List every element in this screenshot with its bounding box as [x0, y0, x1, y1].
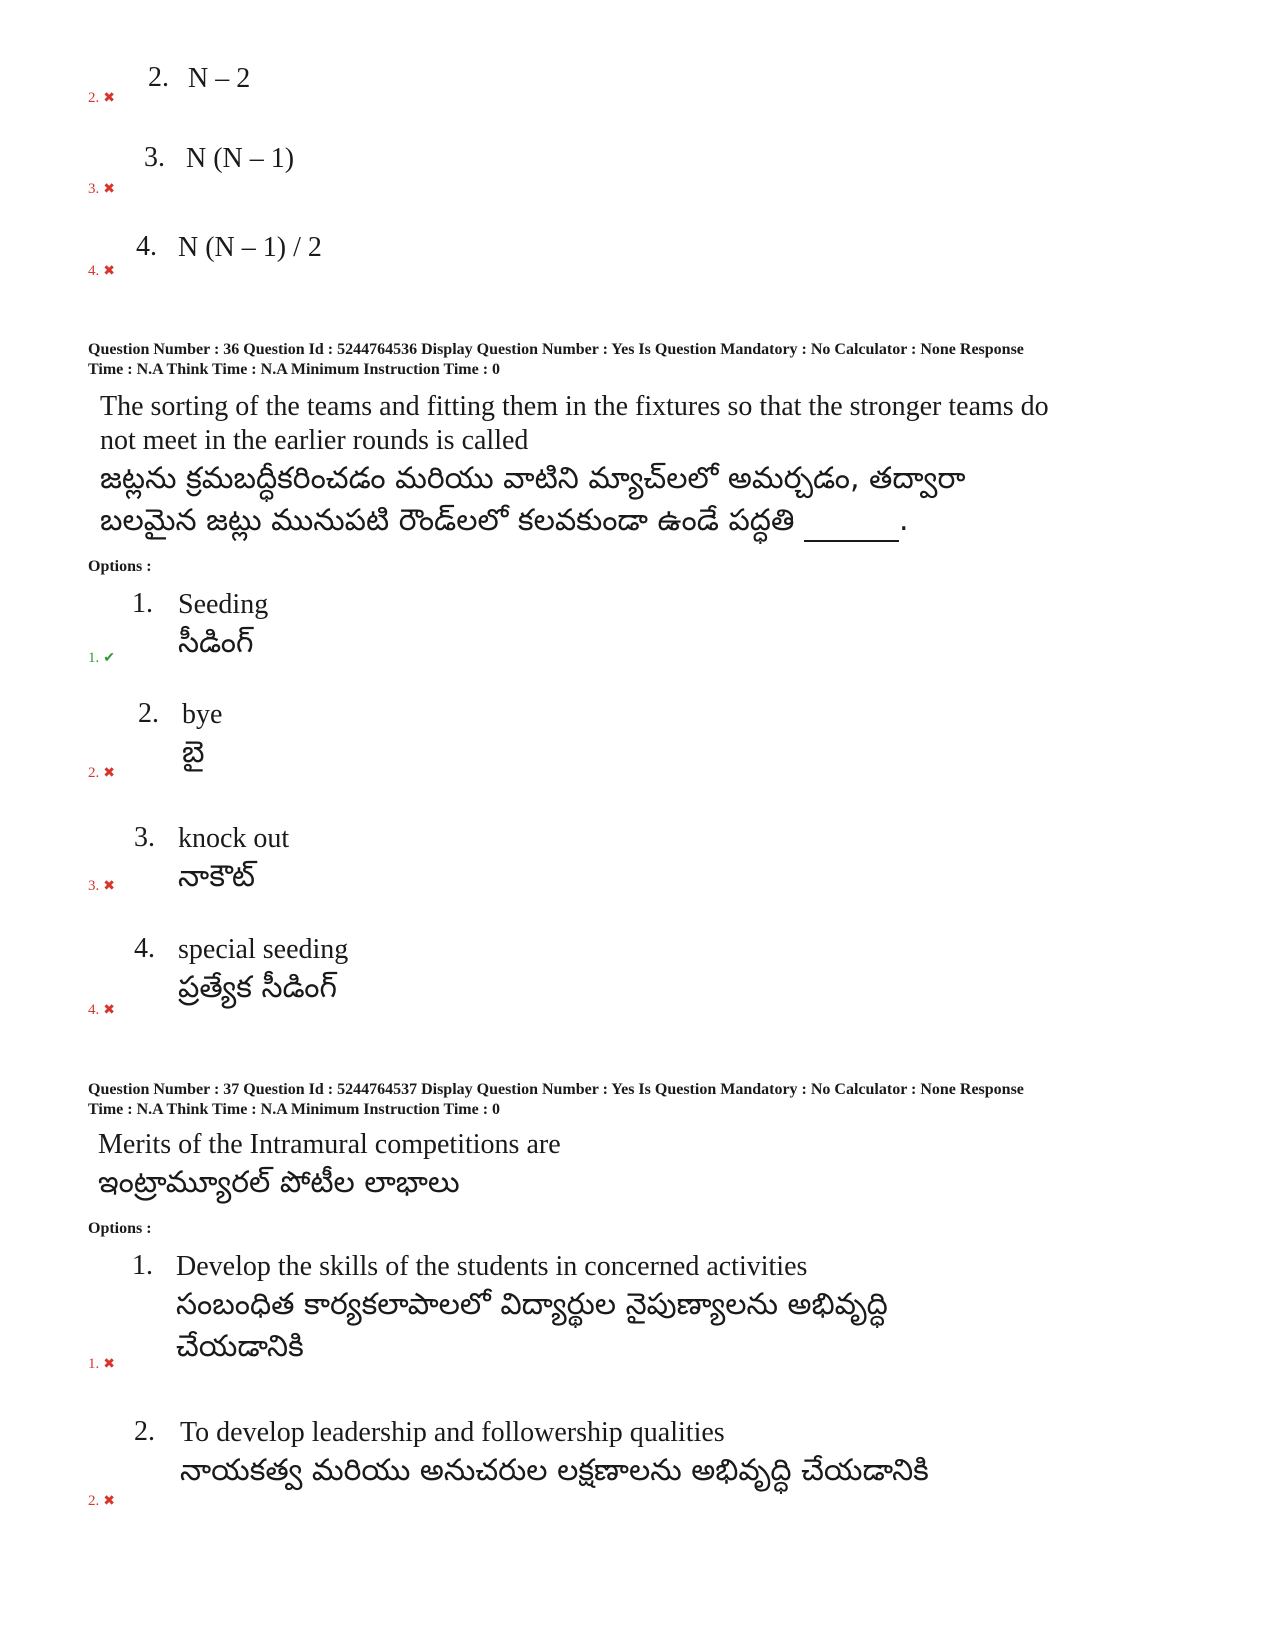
prev-option-2-marker: 2. ✖ — [88, 90, 115, 106]
q37-option-2-en: To develop leadership and followership qualities — [180, 1417, 725, 1448]
q36-option-1-en: Seeding — [178, 589, 269, 620]
q37-options-label: Options : — [88, 1220, 152, 1237]
check-icon: ✔ — [103, 651, 115, 666]
q37-option-1-number: 1. — [132, 1250, 153, 1281]
q36-option-3-en: knock out — [178, 823, 290, 854]
q36-option-1-marker: 1. ✔ — [88, 650, 115, 666]
cross-icon: ✖ — [103, 1494, 115, 1509]
q36-meta-line-2: Time : N.A Think Time : N.A Minimum Instruction Time : 0 — [88, 361, 501, 378]
q36-option-4[interactable] — [178, 933, 348, 1009]
q37-option-1-te-1: సంబంధిత కార్యకలాపాలలో విద్యార్థుల నైపుణ్యాలను అభివృద్ధి — [176, 1287, 888, 1322]
q36-option-3-number: 3. — [134, 822, 155, 853]
q37-option-1-marker: 1. ✖ — [88, 1356, 115, 1372]
q36-option-2[interactable] — [182, 698, 222, 774]
q36-option-1-number: 1. — [132, 588, 153, 619]
q37-option-1-te-2: చేయడానికి — [176, 1329, 304, 1364]
q36-option-2-te: బై — [182, 735, 205, 770]
q36-option-4-number: 4. — [134, 933, 155, 964]
q36-text-te-1: జట్లను క్రమబద్ధీకరించడం మరియు వాటిని మ్యాచ్‌లలో అమర్చడం, తద్వారా — [100, 461, 966, 496]
q36-option-2-marker: 2. ✖ — [88, 765, 115, 781]
q36-option-3-te: నాకౌట్ — [178, 859, 256, 894]
prev-option-4-number: 4. — [136, 231, 157, 262]
q37-option-2-number: 2. — [134, 1416, 155, 1447]
q36-text-en-1: The sorting of the teams and fitting them in the fixtures so that the stronger teams do — [100, 391, 1049, 422]
q36-option-3-marker: 3. ✖ — [88, 878, 115, 894]
prev-option-3-text: N (N – 1) — [186, 143, 295, 174]
q37-option-2-marker: 2. ✖ — [88, 1493, 115, 1509]
prev-option-4-text: N (N – 1) / 2 — [178, 232, 322, 263]
q36-option-1-te: సీడింగ్ — [178, 625, 254, 660]
q37-option-2-te-1: నాయకత్వ మరియు అనుచరుల లక్షణాలను అభివృద్ధి చేయడానికి — [180, 1453, 929, 1488]
q37-question-text — [98, 1128, 561, 1204]
q37-option-1[interactable] — [176, 1250, 888, 1368]
q37-meta-line-1: Question Number : 37 Question Id : 5244764537 Display Question Number : Yes Is Question Mandatory : No Calculator : None Response — [88, 1081, 1024, 1098]
q36-option-1[interactable] — [178, 588, 268, 664]
prev-option-2-text: N – 2 — [188, 63, 251, 94]
answer-blank — [804, 512, 899, 542]
cross-icon: ✖ — [103, 1003, 115, 1018]
prev-option-3-number: 3. — [144, 142, 165, 173]
q37-metadata — [88, 1080, 1198, 1120]
cross-icon: ✖ — [103, 766, 115, 781]
prev-option-3-marker: 3. ✖ — [88, 181, 115, 197]
q36-option-2-en: bye — [182, 699, 223, 730]
cross-icon: ✖ — [103, 91, 115, 106]
q37-text-te: ఇంట్రామ్యూరల్ పోటీల లాభాలు — [98, 1165, 460, 1200]
q36-option-3[interactable] — [178, 822, 289, 898]
cross-icon: ✖ — [103, 264, 115, 279]
q36-option-4-te: ప్రత్యేక సీడింగ్ — [178, 970, 337, 1005]
prev-option-2-number: 2. — [148, 62, 169, 93]
cross-icon: ✖ — [103, 182, 115, 197]
prev-option-4-marker: 4. ✖ — [88, 263, 115, 279]
q36-option-2-number: 2. — [138, 698, 159, 729]
q37-option-2[interactable] — [180, 1416, 929, 1492]
q36-metadata — [88, 340, 1198, 380]
q36-text-te-2: బలమైన జట్లు మునుపటి రౌండ్‌లలో కలవకుండా ఉండే పద్ధతి — [100, 503, 795, 538]
q36-option-4-en: special seeding — [178, 934, 349, 965]
cross-icon: ✖ — [103, 879, 115, 894]
q36-options-label: Options : — [88, 558, 152, 575]
cross-icon: ✖ — [103, 1357, 115, 1372]
q36-question-text: The sorting of the teams and fitting them in the fixtures so that the stronger teams do not meet in the earlier rounds is called జట్లను క్రమబద్ధీకరించడం మరియు వాటిని మ్యాచ్‌లలో అమర్చడం, తద్వారా బలమైన జట్లు మునుపటి రౌండ్‌లలో కలవకుండా ఉండే పద్ధతి . — [100, 390, 1049, 542]
q37-option-1-en: Develop the skills of the students in concerned activities — [176, 1251, 808, 1282]
q37-text-en: Merits of the Intramural competitions are — [98, 1129, 561, 1160]
q36-meta-line-1: Question Number : 36 Question Id : 5244764536 Display Question Number : Yes Is Question Mandatory : No Calculator : None Response — [88, 341, 1024, 358]
q36-option-4-marker: 4. ✖ — [88, 1002, 115, 1018]
q36-text-en-2: not meet in the earlier rounds is called — [100, 425, 529, 456]
q37-meta-line-2: Time : N.A Think Time : N.A Minimum Instruction Time : 0 — [88, 1101, 501, 1118]
